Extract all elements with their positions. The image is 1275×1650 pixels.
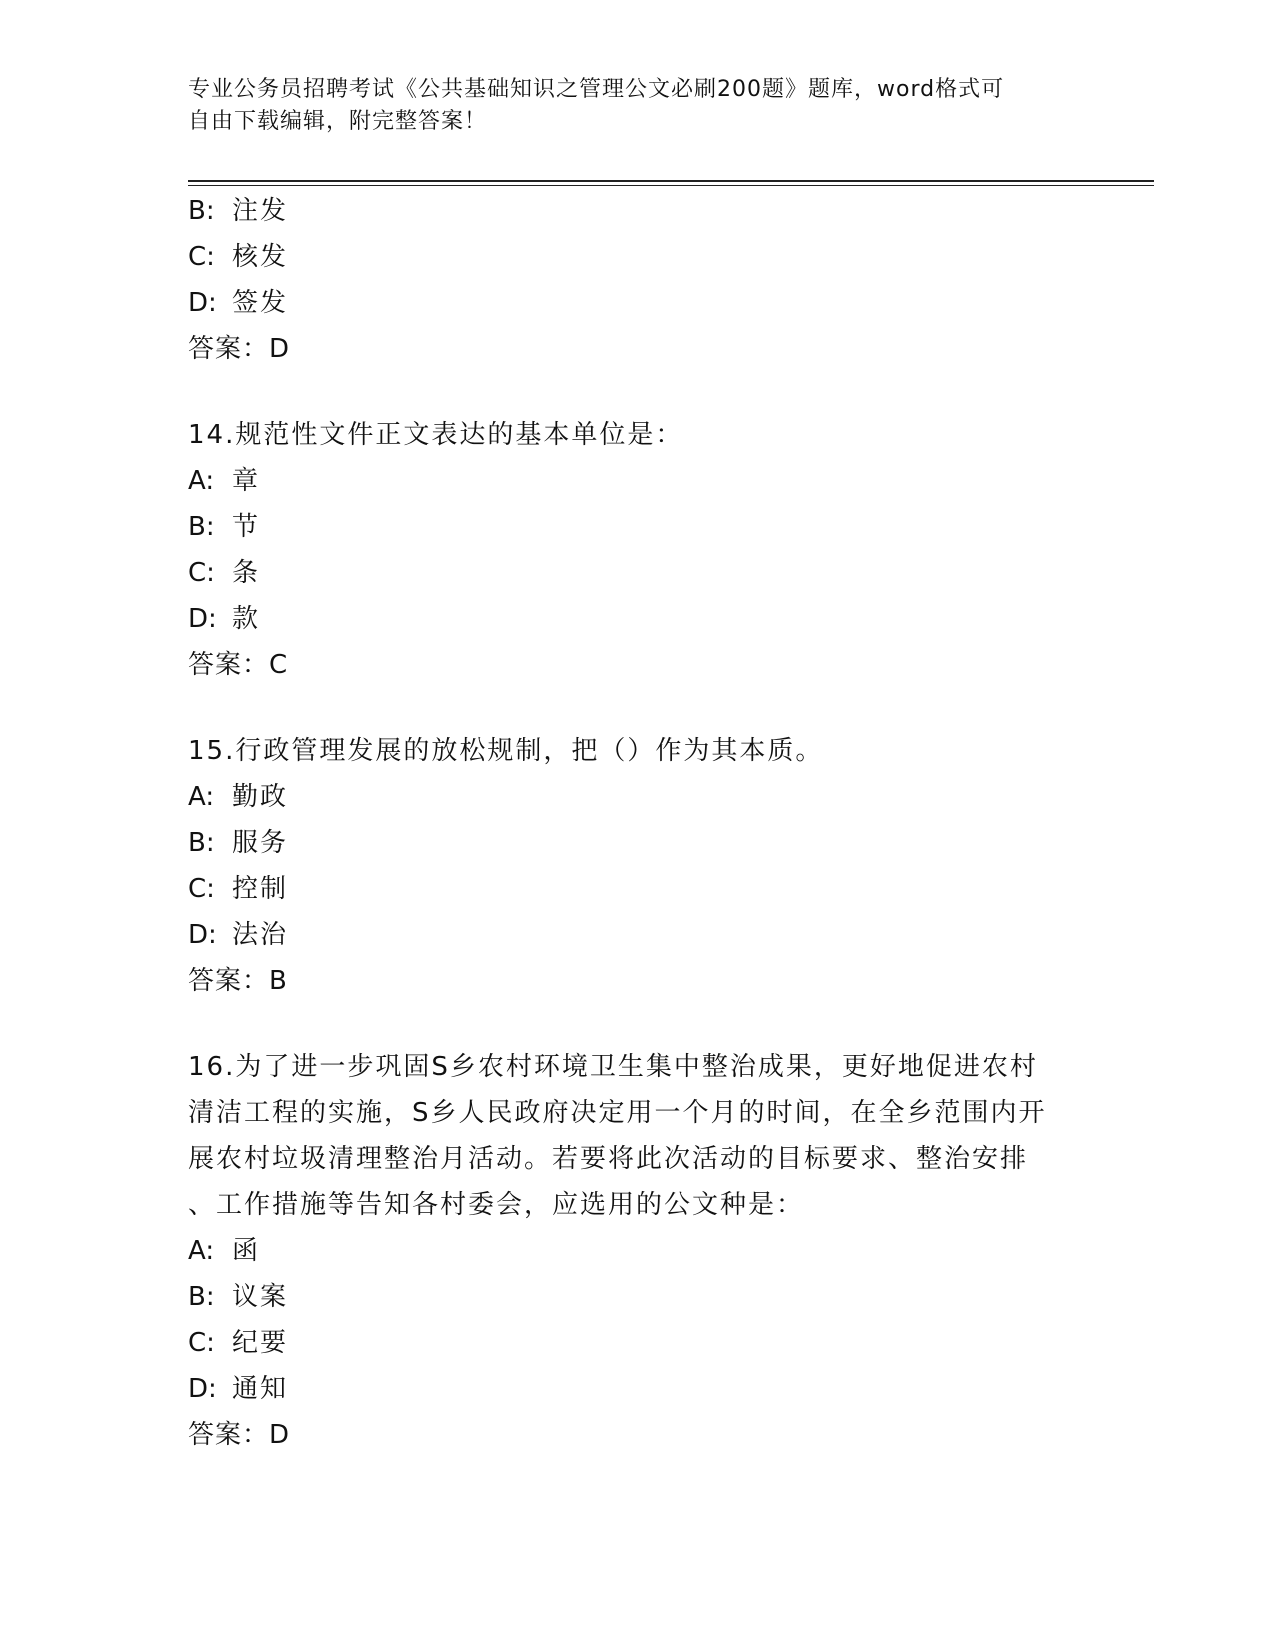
option-letter: D: xyxy=(188,604,217,634)
option-text: 纪要 xyxy=(232,1328,289,1358)
header-rule-thick xyxy=(188,180,1154,182)
option-text: 章 xyxy=(232,466,261,496)
question-15 xyxy=(188,728,1088,1004)
answer-line xyxy=(188,1412,1088,1458)
question-14 xyxy=(188,412,1088,688)
answer-label: 答案： xyxy=(188,650,270,680)
option-letter: C: xyxy=(188,874,215,904)
option-text: 法治 xyxy=(232,920,289,950)
option-text: 函 xyxy=(232,1236,261,1266)
option-letter: C: xyxy=(188,242,215,272)
answer-value: B xyxy=(269,966,288,996)
option-text: 节 xyxy=(232,512,261,542)
option-a xyxy=(188,774,1088,820)
answer-line xyxy=(188,958,1088,1004)
option-c xyxy=(188,550,1088,596)
option-letter: B: xyxy=(188,512,215,542)
option-text: 服务 xyxy=(232,828,289,858)
option-b xyxy=(188,1274,1088,1320)
option-letter: D: xyxy=(188,288,217,318)
answer-label: 答案： xyxy=(188,1420,270,1450)
answer-line xyxy=(188,326,1088,372)
answer-value: D xyxy=(269,334,291,364)
option-c xyxy=(188,234,1088,280)
answer-label: 答案： xyxy=(188,966,270,996)
option-letter: B: xyxy=(188,1282,215,1312)
option-letter: C: xyxy=(188,558,215,588)
option-b xyxy=(188,820,1088,866)
header-line-2: 自由下载编辑，附完整答案！ xyxy=(188,109,488,134)
answer-value: D xyxy=(269,1420,291,1450)
question-16 xyxy=(188,1044,1088,1458)
option-text: 核发 xyxy=(232,242,289,272)
option-text: 款 xyxy=(232,604,261,634)
question-stem xyxy=(188,728,1088,774)
option-letter: A: xyxy=(188,1236,215,1266)
question-list xyxy=(188,188,1088,1458)
option-d xyxy=(188,596,1088,642)
header-line-1: 专业公务员招聘考试《公共基础知识之管理公文必刷200题》题库，word格式可 xyxy=(188,77,1005,102)
question-stem-line: 16.为了进一步巩固S乡农村环境卫生集中整治成果，更好地促进农村 xyxy=(188,1052,1038,1082)
option-d xyxy=(188,280,1088,326)
question-stem-line: 展农村垃圾清理整治月活动。若要将此次活动的目标要求、整治安排 xyxy=(188,1144,1029,1174)
option-a xyxy=(188,458,1088,504)
document-header xyxy=(188,74,1068,138)
option-text: 条 xyxy=(232,558,261,588)
option-letter: D: xyxy=(188,920,217,950)
question-13-continued xyxy=(188,188,1088,372)
option-c xyxy=(188,866,1088,912)
question-stem-line: 清洁工程的实施，S乡人民政府决定用一个月的时间，在全乡范围内开 xyxy=(188,1098,1047,1128)
option-text: 签发 xyxy=(232,288,289,318)
option-text: 注发 xyxy=(232,196,289,226)
answer-value: C xyxy=(269,650,289,680)
option-letter: B: xyxy=(188,196,215,226)
question-stem-line: 、工作措施等告知各村委会，应选用的公文种是： xyxy=(188,1190,805,1220)
question-stem xyxy=(188,1044,1088,1228)
option-letter: B: xyxy=(188,828,215,858)
option-c xyxy=(188,1320,1088,1366)
option-b xyxy=(188,504,1088,550)
answer-label: 答案： xyxy=(188,334,270,364)
option-text: 控制 xyxy=(232,874,289,904)
option-letter: A: xyxy=(188,782,215,812)
option-letter: D: xyxy=(188,1374,217,1404)
answer-line xyxy=(188,642,1088,688)
option-text: 勤政 xyxy=(232,782,289,812)
option-a xyxy=(188,1228,1088,1274)
option-letter: A: xyxy=(188,466,215,496)
option-text: 议案 xyxy=(232,1282,289,1312)
question-stem-line: 15.行政管理发展的放松规制，把（）作为其本质。 xyxy=(188,736,824,766)
option-d xyxy=(188,912,1088,958)
option-d xyxy=(188,1366,1088,1412)
question-stem xyxy=(188,412,1088,458)
option-text: 通知 xyxy=(232,1374,289,1404)
option-letter: C: xyxy=(188,1328,215,1358)
question-stem-line: 14.规范性文件正文表达的基本单位是： xyxy=(188,420,684,450)
option-b xyxy=(188,188,1088,234)
header-rule-thin xyxy=(188,185,1154,186)
